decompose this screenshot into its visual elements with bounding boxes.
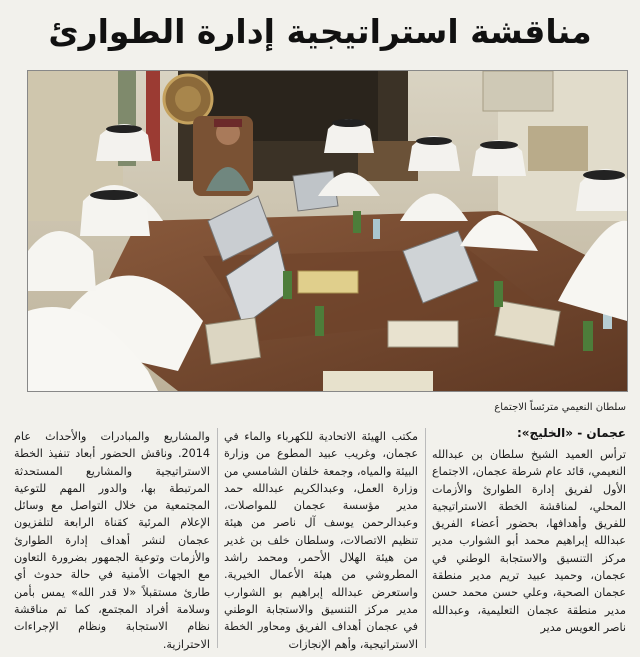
- photo-caption: سلطان النعيمي مترئساً الاجتماع: [494, 402, 626, 413]
- article-headline: مناقشة استراتيجية إدارة الطوارئ: [48, 12, 592, 51]
- article-paragraph: ترأس العميد الشيخ سلطان بن عبدالله النعيمي، قائد عام شرطة عجمان، الاجتماع الأول لفريق إدارة الطوارئ والأزمات المحلي، لمناقشة الخطة الاستراتيجية للفريق وأهدافها، بحضور أعضاء الفريق عبدالله إبراهيم محمد أبو الشوارب مدير مركز التنسيق والاستجابة الوطني في عجمان، وحميد عبيد تريم مدير منطقة عجمان الصحية، وعلي حسن محمد حسن مدير منطقة عجمان التعليمية، وعبدالله ناصر العويس مدير: [432, 448, 626, 634]
- article-paragraph: والمشاريع والمبادرات والأحداث عام 2014. وناقش الحضور أبعاد تنفيذ الخطة الاستراتيجية والمشاريع المستحدثة المرتبطة بها، والدور المهم للتوعية المجتمعية من خلال التواصل مع وسائل الإعلام المرئية كقناة الرابعة لتلفزيون عجمان لنشر أهداف إدارة الطوارئ والأزمات وتوعية الجمهور بضرورة التعاون مع الجهات الأمنية في حالة حدوث أي طارئ مستقبلاً «لا قدر الله» يمس بأمن وسلامة أفراد المجتمع، كما تم مناقشة نظام الاستجابة ونظام الإجراءات الاحترازية.: [14, 430, 210, 651]
- article-column-2: [224, 428, 418, 651]
- article-column-3: [14, 428, 210, 651]
- dateline: عجمان - «الخليج»:: [517, 426, 626, 440]
- article-column-1: [432, 446, 626, 651]
- column-divider: [425, 428, 426, 648]
- column-divider: [217, 428, 218, 648]
- meeting-photo: [27, 70, 628, 392]
- article-paragraph: مكتب الهيئة الاتحادية للكهرباء والماء في عجمان، وغريب عبيد المطوع من وزارة البيئة والمياه، وجمعة خلفان الشامسي من وزارة العمل، وعبدالكريم عبدالله حمد مدير مؤسسة عجمان للمواصلات، وعبدالرحمن يوسف آل ناصر من هيئة تنظيم الاتصالات، وسلطان خلف بن غدير من هيئة الهلال الأحمر، ومحمد راشد المطروشي من هيئة الأعمال الخيرية. واستعرض عبدالله إبراهيم بو الشوارب مدير مركز التنسيق والاستجابة الوطني في عجمان أهداف الفريق ومحاور الخطة الاستراتيجية، وأهم الإنجازات: [224, 430, 418, 651]
